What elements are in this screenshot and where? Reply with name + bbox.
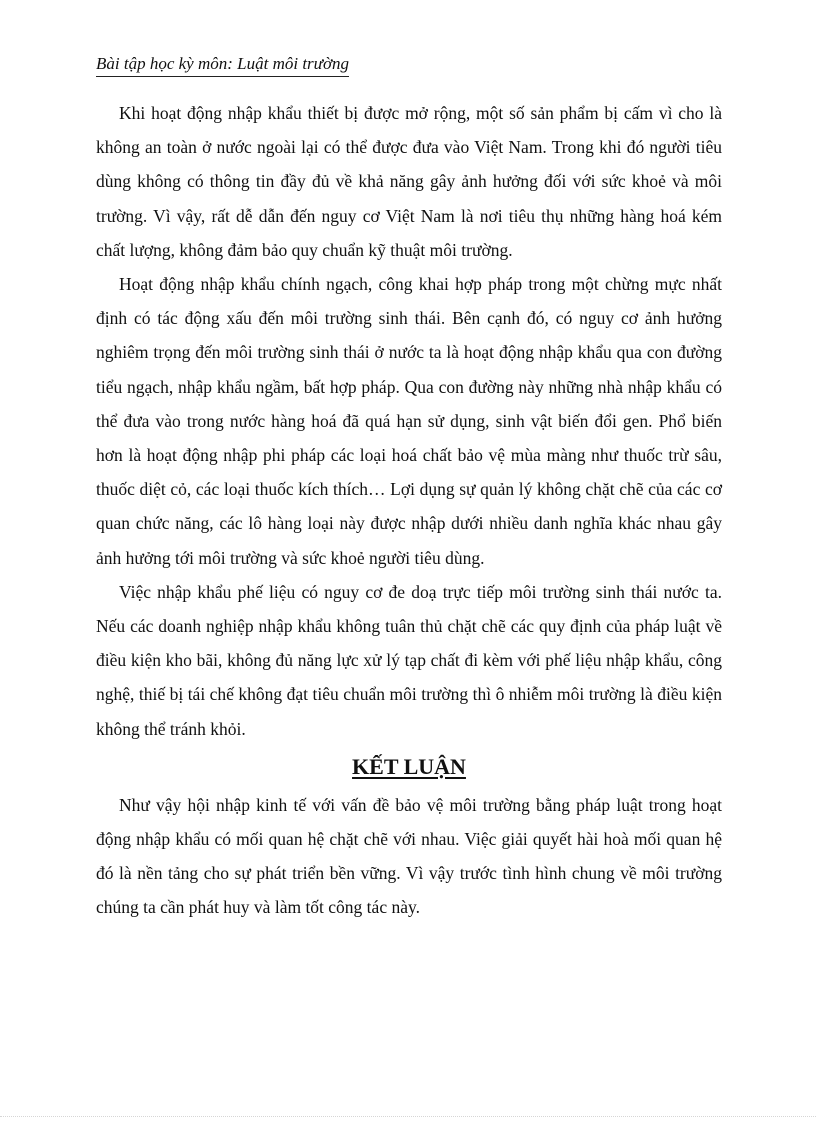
conclusion-heading-text: KẾT LUẬN (352, 753, 466, 779)
conclusion-paragraph: Như vậy hội nhập kinh tế với vấn đề bảo vệ môi trường bằng pháp luật trong hoạt động nhập khẩu có mối quan hệ chặt chẽ với nhau. Việc giải quyết hài hoà mối quan hệ đó là nền tảng cho sự phát triển bền vững. Vì vậy trước tình hình chung về môi trường chúng ta cần phát huy và làm tốt công tác này. (96, 794, 722, 918)
document-body (96, 96, 722, 925)
conclusion-heading (96, 746, 722, 788)
page-bottom-border (0, 1116, 816, 1117)
paragraph-illegal-import: Hoạt động nhập khẩu chính ngạch, công khai hợp pháp trong một chừng mực nhất định có tác động xấu đến môi trường sinh thái. Bên cạnh đó, có nguy cơ ảnh hưởng nghiêm trọng đến môi trường sinh thái ở nước ta là hoạt động nhập khẩu qua con đường tiểu ngạch, nhập khẩu ngầm, bất hợp pháp. Qua con đường này những nhà nhập khẩu có thể đưa vào trong nước hàng hoá đã quá hạn sử dụng, sinh vật biến đổi gen. Phổ biến hơn là hoạt động nhập phi pháp các loại hoá chất bảo vệ mùa màng như thuốc trừ sâu, thuốc diệt cỏ, các loại thuốc kích thích… Lợi dụng sự quản lý không chặt chẽ của các cơ quan chức năng, các lô hàng loại này được nhập dưới nhiều danh nghĩa khác nhau gây ảnh hưởng tới môi trường và sức khoẻ người tiêu dùng. (96, 274, 722, 568)
paragraph-import-equipment: Khi hoạt động nhập khẩu thiết bị được mở rộng, một số sản phẩm bị cấm vì cho là không an toàn ở nước ngoài lại có thể được đưa vào Việt Nam. Trong khi đó người tiêu dùng không có thông tin đầy đủ về khả năng gây ảnh hưởng đối với sức khoẻ và môi trường. Vì vậy, rất dễ dẫn đến nguy cơ Việt Nam là nơi tiêu thụ những hàng hoá kém chất lượng, không đảm bảo quy chuẩn kỹ thuật môi trường. (96, 103, 722, 260)
paragraph-scrap-import: Việc nhập khẩu phế liệu có nguy cơ đe doạ trực tiếp môi trường sinh thái nước ta. Nếu các doanh nghiệp nhập khẩu không tuân thủ chặt chẽ các quy định của pháp luật về điều kiện kho bãi, không đủ năng lực xử lý tạp chất đi kèm với phế liệu nhập khẩu, công nghệ, thiế bị tái chế không đạt tiêu chuẩn môi trường thì ô nhiễm môi trường là điều kiện không thể tránh khỏi. (96, 581, 722, 739)
page-header: Bài tập học kỳ môn: Luật môi trường (96, 53, 349, 77)
